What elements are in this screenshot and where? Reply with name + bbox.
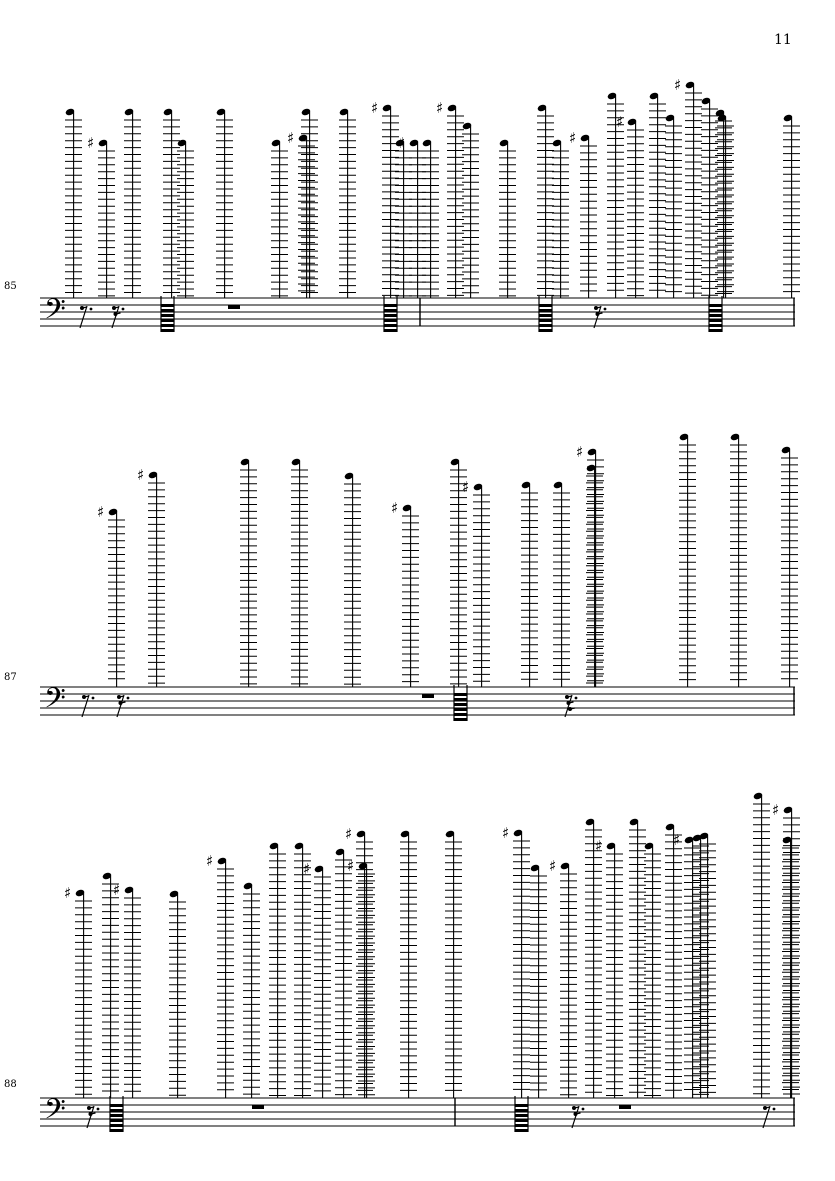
beam-stack bbox=[515, 1096, 528, 1132]
note bbox=[553, 481, 570, 687]
note bbox=[699, 832, 716, 1098]
note bbox=[65, 108, 82, 298]
note bbox=[395, 139, 412, 298]
sharp-icon: ♯ bbox=[398, 134, 406, 152]
note bbox=[87, 134, 115, 298]
note bbox=[644, 842, 661, 1098]
measure-number: 88 bbox=[4, 1079, 17, 1090]
note bbox=[243, 882, 260, 1098]
note bbox=[344, 472, 361, 687]
sharp-icon: ♯ bbox=[576, 443, 584, 461]
note bbox=[537, 104, 554, 298]
note bbox=[400, 830, 417, 1098]
bass-clef-icon: 𝄢 bbox=[44, 682, 66, 722]
note bbox=[616, 113, 644, 298]
sharp-icon: ♯ bbox=[371, 99, 379, 117]
note bbox=[436, 99, 464, 298]
note bbox=[462, 122, 479, 298]
note bbox=[665, 823, 682, 1098]
sharp-icon: ♯ bbox=[391, 499, 399, 517]
note bbox=[502, 824, 530, 1098]
note bbox=[679, 433, 696, 687]
rest bbox=[572, 1106, 584, 1128]
sharp-icon: ♯ bbox=[462, 478, 470, 496]
sharp-icon: ♯ bbox=[595, 837, 603, 855]
note bbox=[269, 842, 286, 1098]
sharp-icon: ♯ bbox=[569, 129, 577, 147]
staff bbox=[40, 687, 795, 715]
sharp-icon: ♯ bbox=[137, 466, 145, 484]
note bbox=[137, 466, 165, 687]
sharp-icon: ♯ bbox=[549, 857, 557, 875]
note bbox=[753, 792, 770, 1098]
bass-clef-icon: 𝄢 bbox=[44, 1093, 66, 1133]
staff bbox=[40, 298, 795, 326]
sharp-icon: ♯ bbox=[772, 801, 780, 819]
note bbox=[113, 881, 141, 1098]
note bbox=[629, 818, 646, 1098]
rest bbox=[565, 695, 577, 717]
note bbox=[783, 114, 800, 298]
rest bbox=[80, 306, 92, 328]
sharp-icon: ♯ bbox=[345, 825, 353, 843]
rest bbox=[228, 305, 240, 309]
sharp-icon: ♯ bbox=[206, 852, 214, 870]
sharp-icon: ♯ bbox=[97, 503, 105, 521]
note bbox=[674, 76, 702, 298]
note bbox=[585, 818, 602, 1098]
rest bbox=[87, 1106, 99, 1128]
page-number: 11 bbox=[774, 32, 792, 48]
bass-clef-icon: 𝄢 bbox=[44, 293, 66, 333]
sharp-icon: ♯ bbox=[113, 881, 121, 899]
note bbox=[499, 139, 516, 298]
note bbox=[102, 872, 119, 1098]
note bbox=[576, 443, 604, 687]
note bbox=[398, 134, 426, 298]
sharp-icon: ♯ bbox=[287, 129, 295, 147]
note bbox=[177, 139, 194, 298]
note bbox=[730, 433, 747, 687]
sharp-icon: ♯ bbox=[436, 99, 444, 117]
beam-stack bbox=[161, 296, 174, 332]
beam-stack bbox=[709, 296, 722, 332]
sharp-icon: ♯ bbox=[87, 134, 95, 152]
note bbox=[552, 139, 569, 298]
note bbox=[97, 503, 125, 687]
note bbox=[782, 836, 799, 1098]
note bbox=[271, 139, 288, 298]
beam-stack bbox=[539, 296, 552, 332]
note bbox=[64, 884, 92, 1098]
notes-layer bbox=[82, 433, 798, 721]
note bbox=[163, 108, 180, 298]
note bbox=[422, 139, 439, 298]
rest bbox=[82, 695, 94, 717]
rest bbox=[763, 1106, 775, 1128]
rest bbox=[252, 1105, 264, 1109]
rest bbox=[619, 1105, 631, 1109]
note bbox=[371, 99, 399, 298]
rest bbox=[117, 695, 129, 717]
note bbox=[462, 478, 490, 687]
note bbox=[569, 129, 597, 298]
rest bbox=[422, 694, 434, 698]
system-3 bbox=[4, 792, 800, 1133]
system-2 bbox=[4, 433, 798, 722]
sharp-icon: ♯ bbox=[303, 860, 311, 878]
staff bbox=[40, 1098, 795, 1126]
note bbox=[291, 458, 308, 687]
sharp-icon: ♯ bbox=[64, 884, 72, 902]
note bbox=[665, 114, 682, 298]
note bbox=[549, 857, 577, 1098]
rest bbox=[594, 306, 606, 328]
note bbox=[339, 108, 356, 298]
beam-stack bbox=[384, 296, 397, 332]
note bbox=[240, 458, 257, 687]
note bbox=[673, 831, 701, 1098]
system-1 bbox=[4, 76, 800, 333]
sharp-icon: ♯ bbox=[502, 824, 510, 842]
beam-stack bbox=[110, 1096, 123, 1132]
sharp-icon: ♯ bbox=[674, 76, 682, 94]
note bbox=[124, 108, 141, 298]
measure-number: 87 bbox=[4, 672, 17, 683]
note bbox=[445, 830, 462, 1098]
note bbox=[294, 842, 311, 1098]
note bbox=[169, 890, 186, 1098]
note bbox=[781, 446, 798, 687]
note bbox=[391, 499, 419, 687]
note bbox=[335, 848, 355, 1098]
note bbox=[530, 864, 547, 1098]
sharp-icon: ♯ bbox=[616, 113, 624, 131]
rest bbox=[112, 306, 124, 328]
sharp-icon: ♯ bbox=[347, 857, 355, 875]
note bbox=[649, 92, 666, 298]
notes-layer bbox=[64, 792, 800, 1132]
note bbox=[521, 481, 538, 687]
note bbox=[216, 108, 233, 298]
measure-number: 85 bbox=[4, 281, 17, 292]
beam-stack bbox=[454, 685, 467, 721]
note bbox=[206, 852, 234, 1098]
notes-layer bbox=[65, 76, 800, 332]
sharp-icon: ♯ bbox=[673, 831, 681, 849]
note bbox=[772, 801, 800, 1098]
